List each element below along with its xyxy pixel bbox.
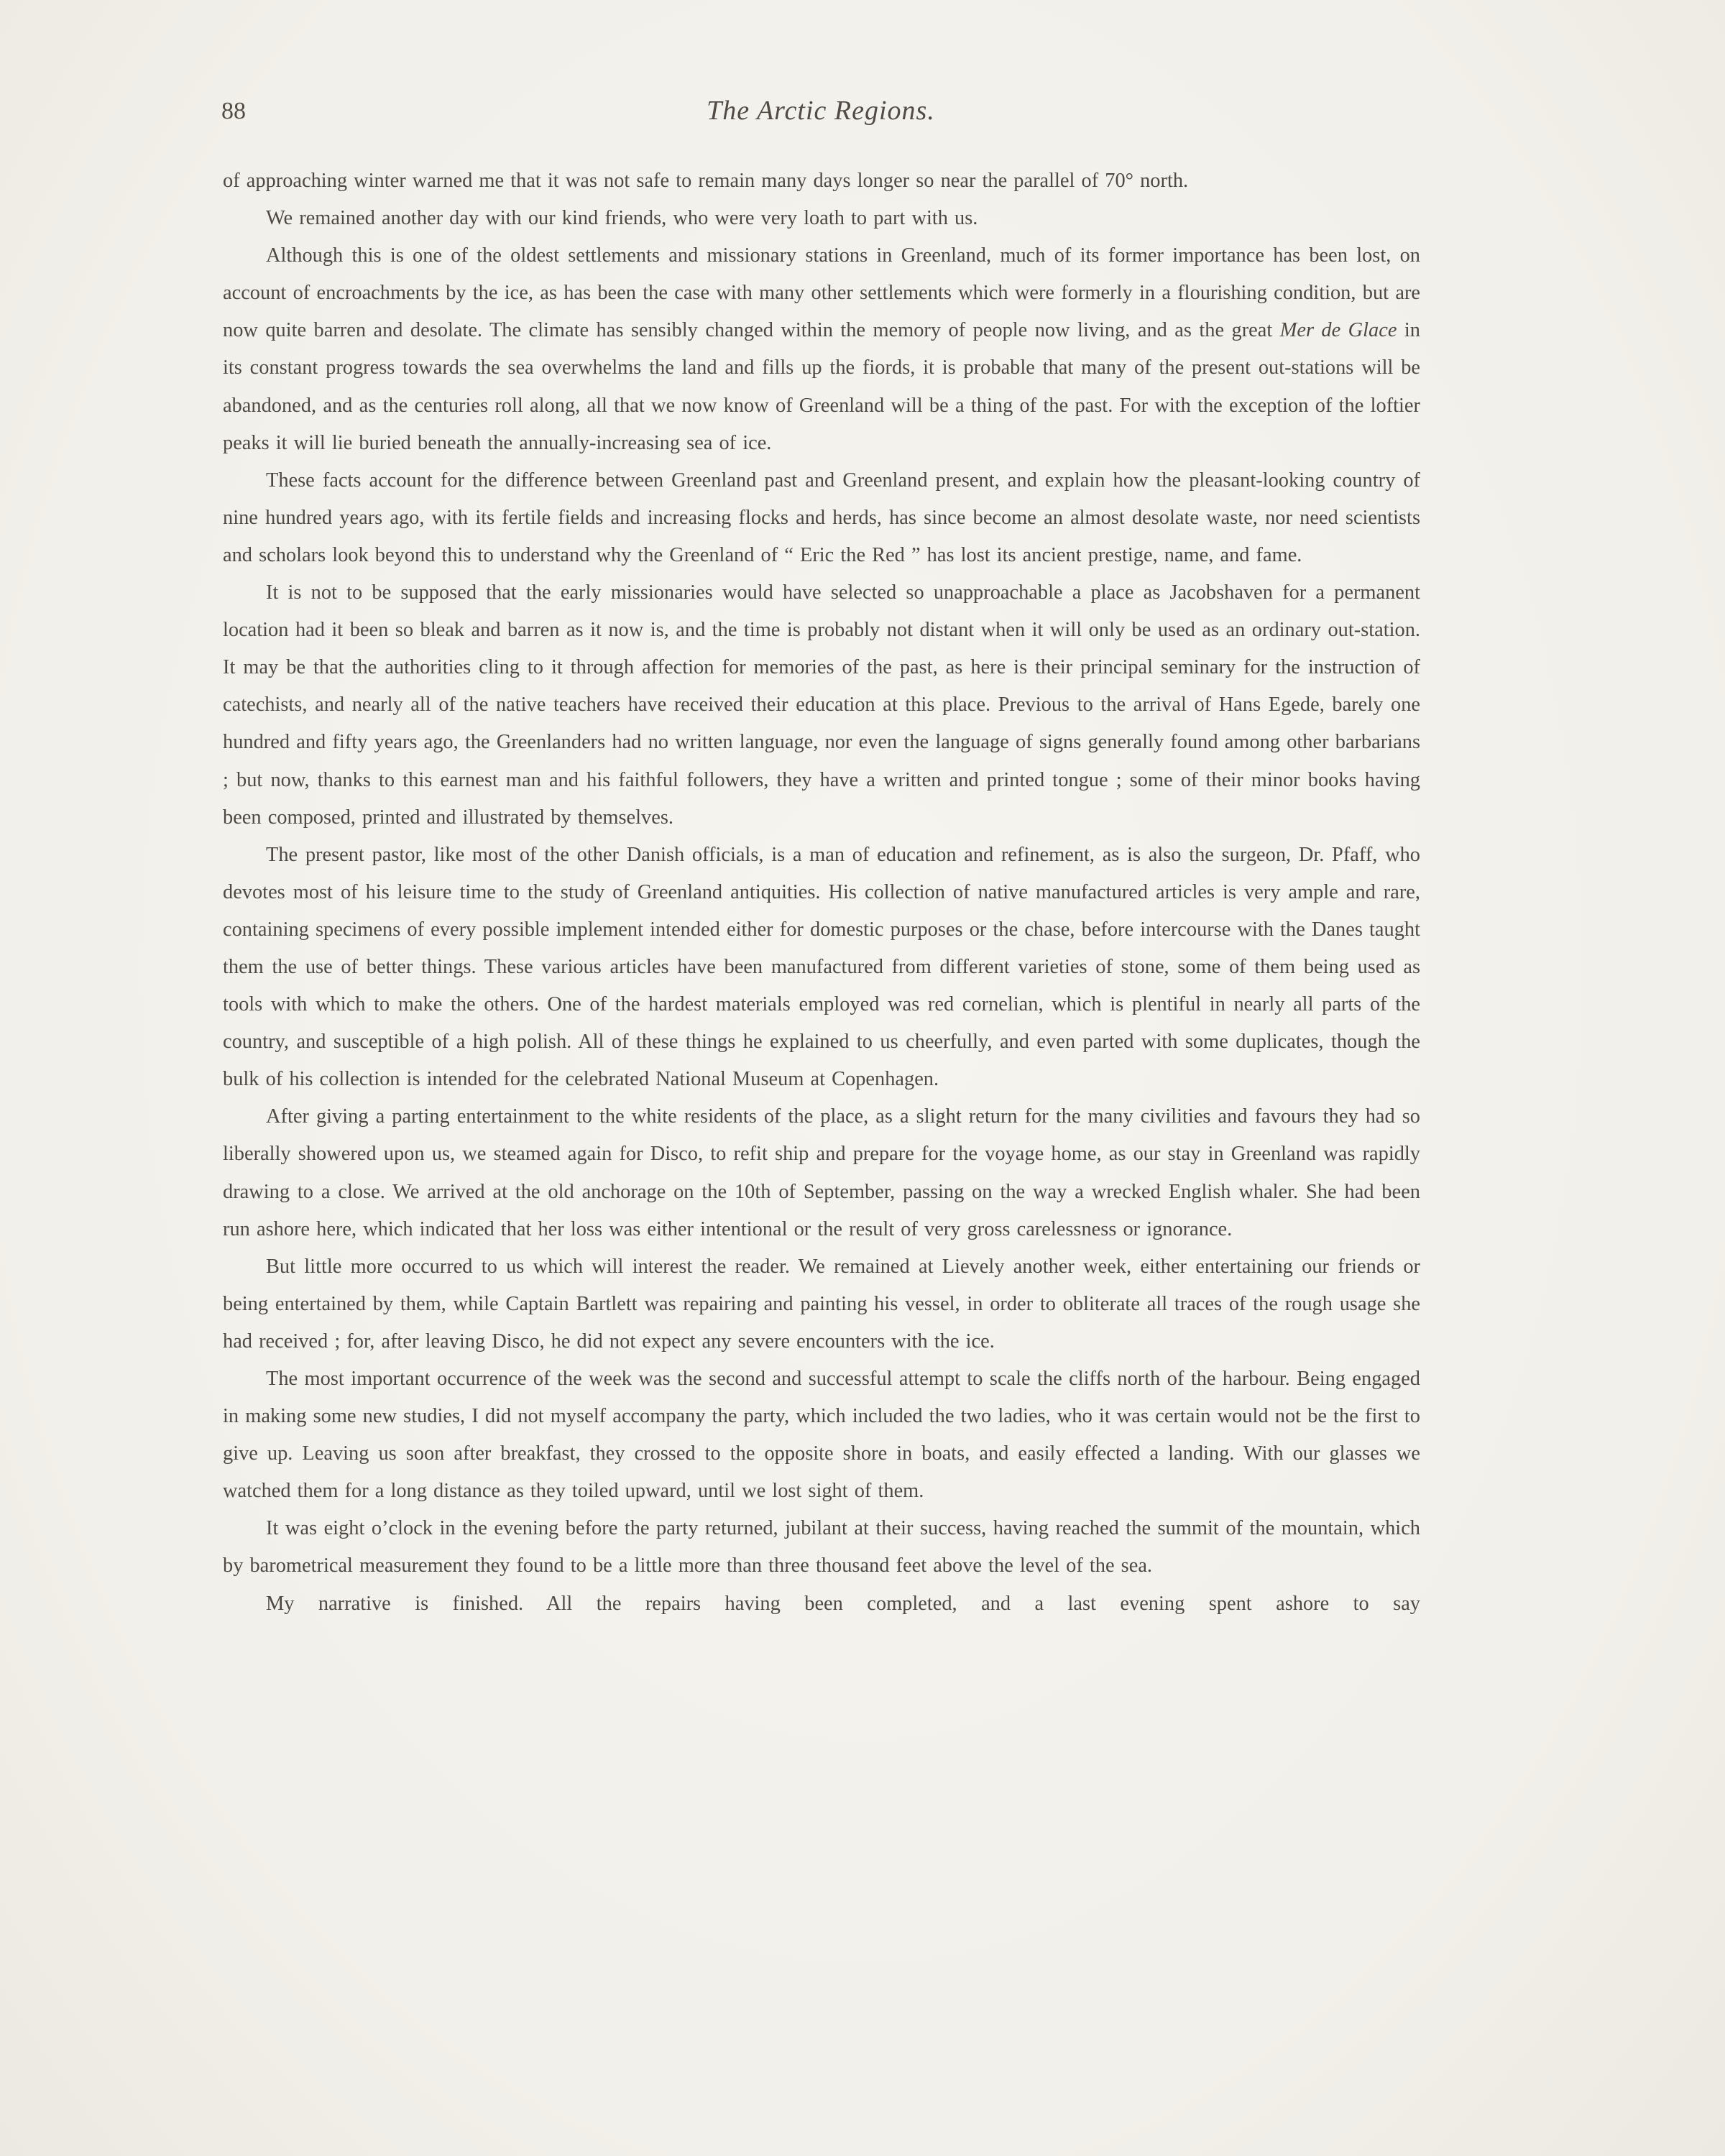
page-header	[221, 95, 1420, 138]
paragraph-final-partial: My narrative is finished. All the repairs having been completed, and a last evening spent ashore to say	[266, 1592, 1420, 1615]
paragraph: But little more occurred to us which will interest the reader. We remained at Lievely another week, either entertaining our friends or being entertained by them, while Captain Bartlett was repairing and painting his vessel, in order to obliterate all traces of the rough usage she had received ; for, after leaving Disco, he did not expect any severe encounters with the ice.	[223, 1255, 1420, 1353]
paragraph: The most important occurrence of the week was the second and successful attempt to scale the cliffs north of the harbour. Being engaged in making some new studies, I did not myself accompany the party, which included the two ladies, who it was certain would not be the first to give up. Leaving us soon after breakfast, they crossed to the opposite shore in boats, and easily effected a landing. With our glasses we watched them for a long distance as they toiled upward, until we lost sight of them.	[223, 1368, 1420, 1503]
paragraph-text: in its constant progress towards the sea overwhelms the land and fills up the fiords, it is probable that many of the present out-stations will be abandoned, and as the centuries roll along, all that we now know of Greenland will be a thing of the past. For with the exception of the loftier peaks it will lie buried beneath the annually-increasing sea of ice.	[223, 319, 1420, 454]
paragraph: The present pastor, like most of the other Danish officials, is a man of education and refinement, as is also the surgeon, Dr. Pfaff, who devotes most of his leisure time to the study of Greenland antiquities. His collection of native manufactured articles is very ample and rare, containing specimens of every possible implement intended either for domestic purposes or the chase, before intercourse with the Danes taught them the use of better things. These various articles have been manufactured from different varieties of stone, some of them being used as tools with which to make the others. One of the hardest materials employed was red cornelian, which is plentiful in nearly all parts of the country, and susceptible of a high polish. All of these things he explained to us cheerfully, and even parted with some duplicates, though the bulk of his collection is intended for the celebrated National Museum at Copenhagen.	[223, 843, 1420, 1091]
paragraph: It is not to be supposed that the early missionaries would have selected so unapproachable a place as Jacobshaven for a permanent location had it been so bleak and barren as it now is, and the time is probably not distant when it will only be used as an ordinary out-station. It may be that the authorities cling to it through affection for memories of the past, as here is their principal seminary for the instruction of catechists, and nearly all of the native teachers have received their education at this place. Previous to the arrival of Hans Egede, barely one hundred and fifty years ago, the Greenlanders had no written language, nor even the language of signs generally found among other barbarians ; but now, thanks to this earnest man and his faithful followers, they have a written and printed tongue ; some of their minor books having been composed, printed and illustrated by themselves.	[223, 581, 1420, 829]
body-text	[223, 162, 1420, 1623]
paragraph: We remained another day with our kind friends, who were very loath to part with us.	[266, 207, 978, 230]
page-number: 88	[221, 98, 246, 124]
paragraph-text: Although this is one of the oldest settlements and missionary stations in Greenland, much of its former importance has been lost, on account of encroachments by the ice, as has been the case with many other settlements which were formerly in a flourishing condition, but are now quite barren and desolate. The climate has sensibly changed within the memory of people now living, and as the great	[223, 244, 1420, 342]
paragraph-greenland-settlements	[223, 237, 1420, 462]
paragraph-continued: of approaching winter warned me that it was not safe to remain many days longer so near the parallel of 70° north.	[223, 170, 1189, 192]
running-title: The Arctic Regions.	[707, 96, 935, 126]
mer-de-glace-emphasis: Mer de Glace	[1279, 319, 1397, 342]
paragraph: These facts account for the difference between Greenland past and Greenland present, and explain how the pleasant-looking country of nine hundred years ago, with its fertile fields and increasing flocks and herds, has since become an almost desolate waste, nor need scientists and scholars look beyond this to understand why the Greenland of “ Eric the Red ” has lost its ancient prestige, name, and fame.	[223, 469, 1420, 566]
paragraph: After giving a parting entertainment to the white residents of the place, as a slight return for the many civilities and favours they had so liberally showered upon us, we steamed again for Disco, to refit ship and prepare for the voyage home, as our stay in Greenland was rapidly drawing to a close. We arrived at the old anchorage on the 10th of September, passing on the way a wrecked English whaler. She had been run ashore here, which indicated that her loss was either intentional or the result of very gross carelessness or ignorance.	[223, 1105, 1420, 1240]
paragraph: It was eight o’clock in the evening before the party returned, jubilant at their success, having reached the summit of the mountain, which by barometrical measurement they found to be a little more than three thousand feet above the level of the sea.	[223, 1517, 1420, 1577]
